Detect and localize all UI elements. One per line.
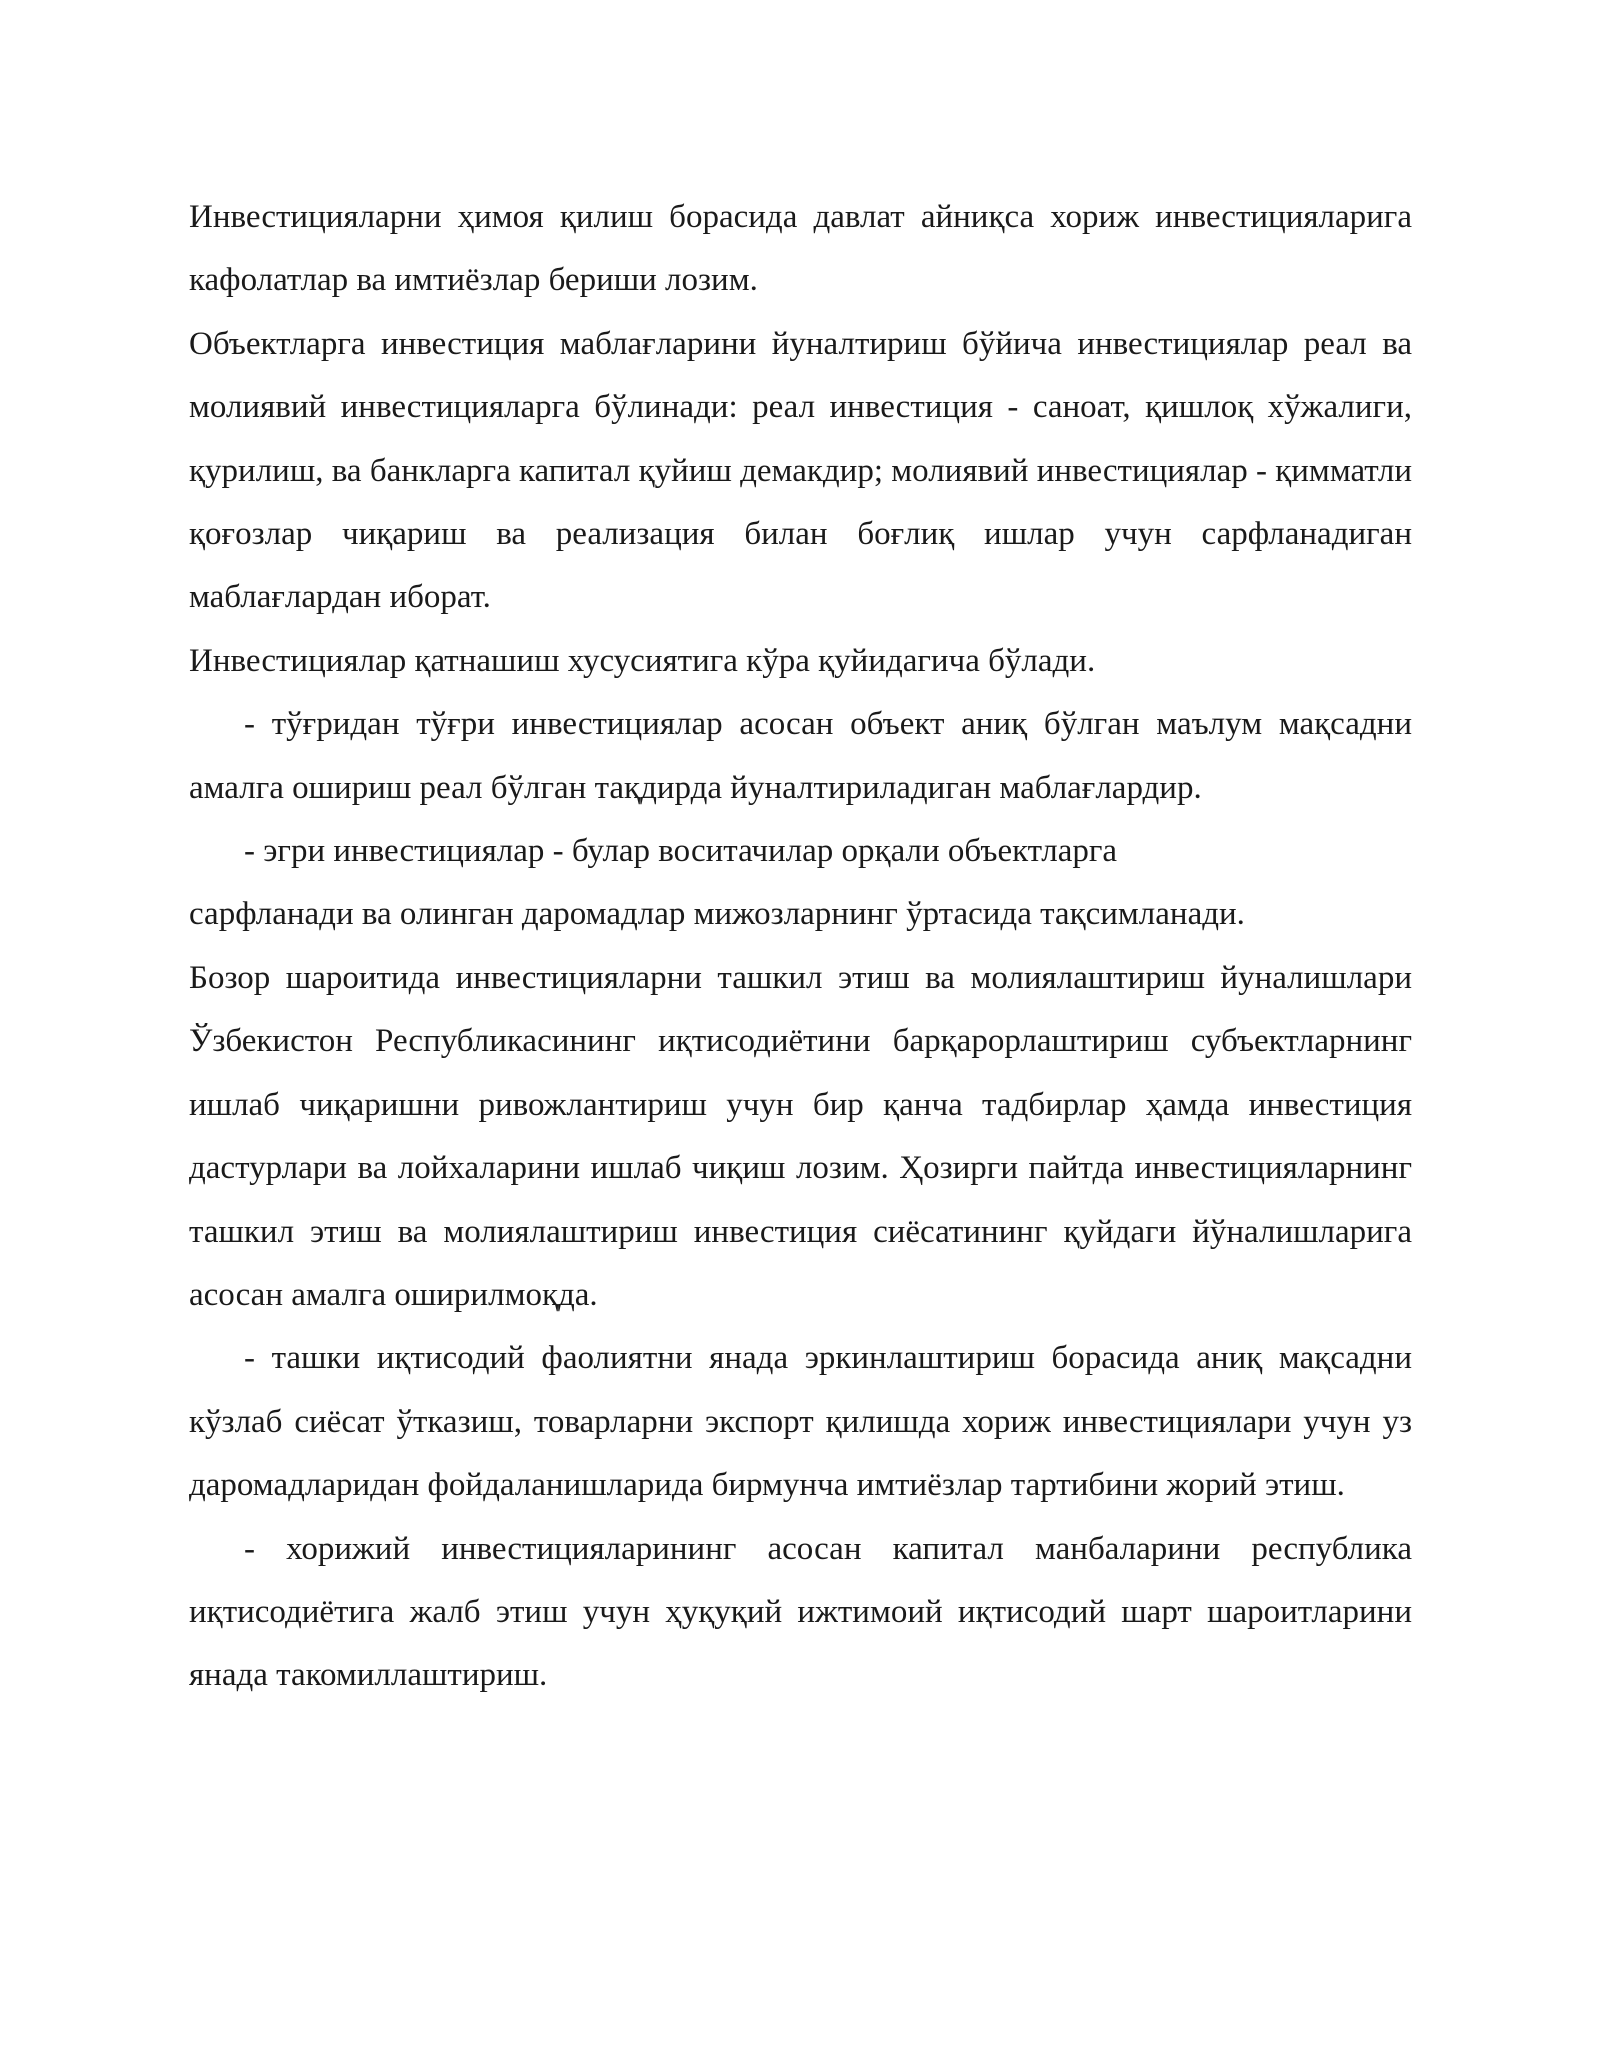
paragraph-participation-types: Инвестициялар қатнашиш хусусиятига кўра қуйидагича бўлади. — [189, 642, 1096, 679]
list-item-foreign-capital: - хорижий инвестицияларининг асосан капитал манбаларини республика иқтисодиётига жалб этиш учун ҳуқуқий ижтимоий иқтисодий шарт шароитларини янада такомиллаштириш. — [189, 1530, 1412, 1694]
list-item-indirect-investments: - эгри инвестициялар - булар воситачилар орқали объектларга — [244, 833, 1118, 870]
paragraph-investment-classification: Объектларга инвестиция маблағларини йуналтириш бўйича инвестициялар реал ва молиявий инвестицияларга бўлинади: реал инвестиция - саноат, қишлоқ хўжалиги, қурилиш, ва банкларга капитал қуйиш демакдир; молиявий инвестициялар - қимматли қоғозлар чиқариш ва реализация билан боғлиқ ишлар учун сарфланадиган маблағлардан иборат. — [189, 325, 1412, 616]
list-item-direct-investments: - тўғридан тўғри инвестициялар асосан объект аниқ бўлган маълум мақсадни амалга ошириш реал бўлган тақдирда йуналтириладиган маблағлардир. — [189, 706, 1412, 806]
list-item-foreign-economic-activity: - ташки иқтисодий фаолиятни янада эркинлаштириш борасида аниқ мақсадни кўзлаб сиёсат ўтказиш, товарларни экспорт қилишда хориж инвестициялари учун уз даромадларидан фойдаланишларида бирмунча имтиёзлар тартибини жорий этиш. — [189, 1340, 1412, 1504]
paragraph-indirect-continuation: сарфланади ва олинган даромадлар мижозларнинг ўртасида тақсимланади. — [189, 896, 1245, 933]
document-body — [189, 186, 1412, 1708]
paragraph-market-conditions: Бозор шароитида инвестицияларни ташкил этиш ва молиялаштириш йуналишлари Ўзбекистон Республикасининг иқтисодиётини барқарорлаштириш субъектларнинг ишлаб чиқаришни ривожлантириш учун бир қанча тадбирлар ҳамда инвестиция дастурлари ва лойхаларини ишлаб чиқиш лозим. Ҳозирги пайтда инвестицияларнинг ташкил этиш ва молиялаштириш инвестиция сиёсатининг қуйдаги йўналишларига асосан амалга оширилмоқда. — [189, 959, 1412, 1313]
paragraph-investment-protection: Инвестицияларни ҳимоя қилиш борасида давлат айниқса хориж инвестицияларига кафолатлар ва имтиёзлар бериши лозим. — [189, 199, 1412, 299]
